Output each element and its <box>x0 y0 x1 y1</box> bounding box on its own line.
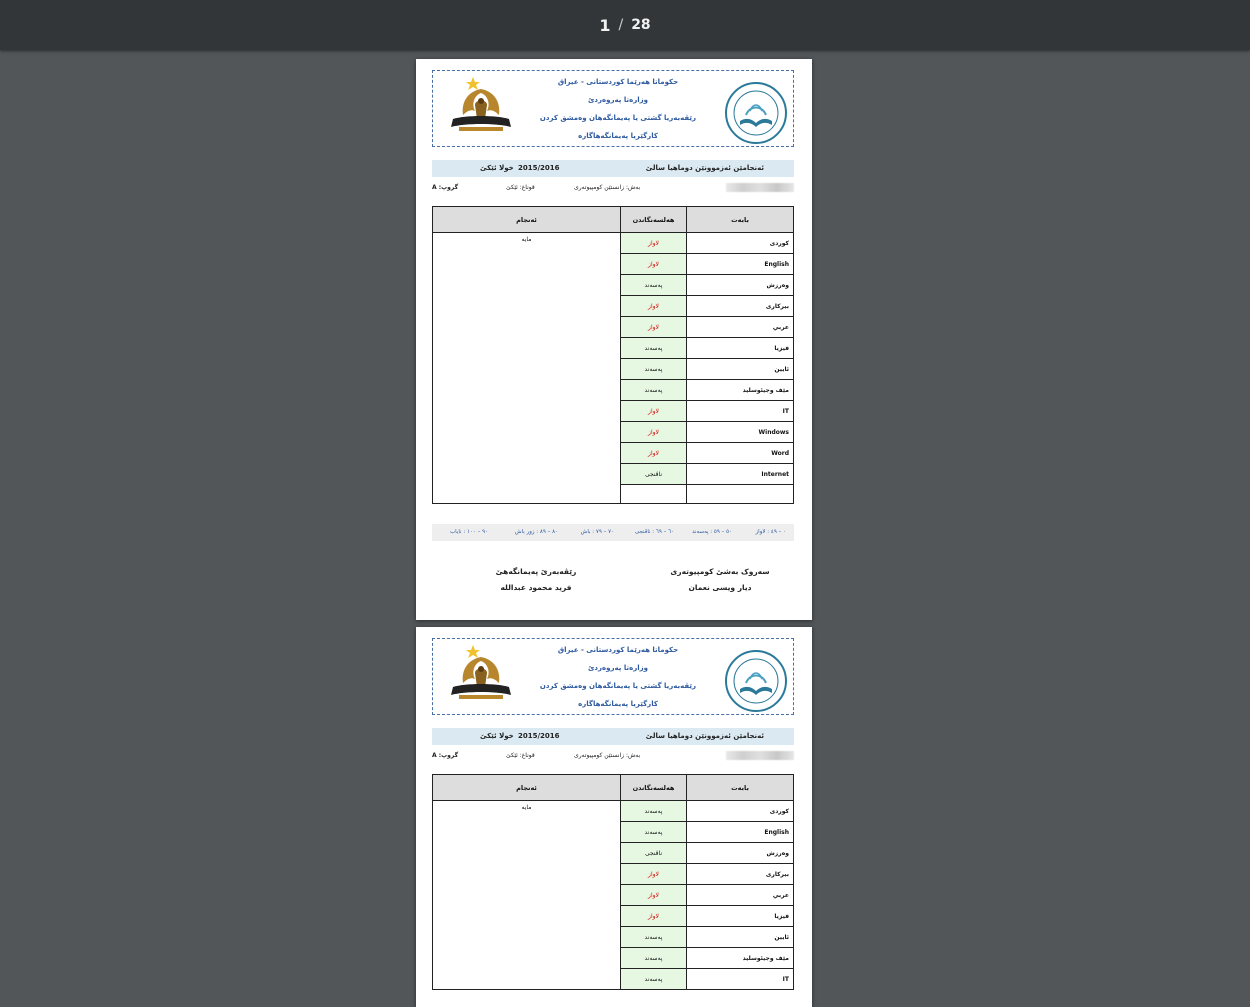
subject-cell: مێف وجیئوسلید <box>687 380 794 401</box>
signature-title: سەروک بەشێ کومپیوتەری <box>670 567 770 576</box>
letterhead-text <box>513 641 723 713</box>
subject-cell: IT <box>687 401 794 422</box>
result-cell: مایە <box>433 801 621 990</box>
grade-cell: پەسەند <box>621 927 687 948</box>
subject-cell: English <box>687 254 794 275</box>
academic-year: 2015/2016 <box>518 164 560 172</box>
letterhead <box>432 638 794 715</box>
subject-cell: کوردی <box>687 233 794 254</box>
table-header-row <box>433 207 794 233</box>
legend-item: ٨٠ – ٨٩ : زور باش <box>514 529 558 535</box>
subject-cell: Windows <box>687 422 794 443</box>
legend-item: ٩٠ – ١٠٠ : نایاب <box>450 529 488 535</box>
report-title-bar <box>432 160 794 177</box>
signature-left <box>476 564 596 596</box>
grade-cell: لاواز <box>621 317 687 338</box>
grade-cell: لاواز <box>621 422 687 443</box>
signature-right <box>660 564 780 596</box>
grade-cell: لاواز <box>621 443 687 464</box>
table-row <box>433 801 794 822</box>
grade-cell: ناڤنجی <box>621 464 687 485</box>
grade-cell: پەسەند <box>621 275 687 296</box>
subject-cell: ئایین <box>687 359 794 380</box>
grade-cell: ناڤنجی <box>621 843 687 864</box>
grade-cell: لاواز <box>621 885 687 906</box>
grade-cell: پەسەند <box>621 948 687 969</box>
student-name-redacted <box>726 183 794 192</box>
grade-cell: لاواز <box>621 233 687 254</box>
grade-cell: پەسەند <box>621 822 687 843</box>
letterhead-text <box>513 73 723 145</box>
directorate-name: رێڤەبەریا گشتی یا پەیمانگەهان وەمشق کردن <box>539 682 697 690</box>
subject-cell: مێف وجیئوسلید <box>687 948 794 969</box>
subject-cell: بیرکاری <box>687 296 794 317</box>
letterhead <box>432 70 794 147</box>
grade-cell: پەسەند <box>621 969 687 990</box>
kurdistan-emblem-icon <box>445 643 517 711</box>
institute-name: کارگێریا پەیمانگەهاگارە <box>578 132 658 140</box>
table-header-row <box>433 775 794 801</box>
subject-header: بابەت <box>687 775 794 801</box>
pdf-toolbar <box>0 0 1250 50</box>
result-header: ئەنجام <box>433 775 621 801</box>
student-info <box>432 751 794 763</box>
subject-header: بابەت <box>687 207 794 233</box>
page-separator: / <box>618 17 624 33</box>
govt-name: حکوماتا هەرێما کوردستانی - عیراق <box>557 646 679 654</box>
ministry-name: وزارەتا پەروەردێ <box>587 96 649 104</box>
subject-cell: فیزیا <box>687 338 794 359</box>
department: بەش: زانستێن کومپیوتەری <box>574 752 641 759</box>
ministry-name: وزارەتا پەروەردێ <box>587 664 649 672</box>
govt-name: حکوماتا هەرێما کوردستانی - عیراق <box>557 78 679 86</box>
kurdistan-emblem-icon <box>445 75 517 143</box>
subject-cell: ئایین <box>687 927 794 948</box>
grade-cell: لاواز <box>621 296 687 317</box>
institute-seal-icon <box>724 81 788 145</box>
directorate-name: رێڤەبەریا گشتی یا پەیمانگەهان وەمشق کردن <box>539 114 697 122</box>
legend-item: ٥٠ – ٥٩ : پەسەند <box>692 529 732 535</box>
student-name-redacted <box>726 751 794 760</box>
pdf-page-1 <box>416 59 812 620</box>
grade-cell: پەسەند <box>621 801 687 822</box>
subject-cell: عربي <box>687 885 794 906</box>
stage: قوناغ: ئێکێ <box>506 184 535 191</box>
report-title: ئەنجامێن ئەزموونێن دوماهیا سالێ <box>645 732 764 740</box>
group: گروپ: A <box>432 184 459 191</box>
institute-seal-icon <box>724 649 788 713</box>
current-page-number[interactable]: 1 <box>599 15 611 35</box>
subject-cell: Word <box>687 443 794 464</box>
table-row <box>433 233 794 254</box>
legend-item: ٧٠ – ٧٩ : باش <box>580 529 614 535</box>
pdf-page-2 <box>416 627 812 1007</box>
stage: قوناغ: ئێکێ <box>506 752 535 759</box>
grading-legend <box>432 524 794 541</box>
signature-name: فرید محمود عبدالله <box>500 583 572 592</box>
signature-name: دیار ویسی نعمان <box>688 583 752 592</box>
subject-cell: English <box>687 822 794 843</box>
grade-cell: پەسەند <box>621 359 687 380</box>
grade-cell: لاواز <box>621 906 687 927</box>
grade-cell: پەسەند <box>621 338 687 359</box>
subject-cell: بیرکاری <box>687 864 794 885</box>
subject-cell: کوردی <box>687 801 794 822</box>
subject-cell: عربي <box>687 317 794 338</box>
academic-year: 2015/2016 <box>518 732 560 740</box>
grade-cell: لاواز <box>621 401 687 422</box>
subject-cell: وەرزش <box>687 843 794 864</box>
grades-table <box>432 774 794 990</box>
subject-cell: IT <box>687 969 794 990</box>
grade-header: هەلسەنگاندن <box>621 775 687 801</box>
grade-header: هەلسەنگاندن <box>621 207 687 233</box>
subject-cell: وەرزش <box>687 275 794 296</box>
report-title-bar <box>432 728 794 745</box>
subject-cell: Internet <box>687 464 794 485</box>
grade-cell: لاواز <box>621 864 687 885</box>
result-cell: مایە <box>433 233 621 504</box>
subject-cell: فیزیا <box>687 906 794 927</box>
total-pages: 28 <box>631 17 651 33</box>
semester: خولا ئێکێ <box>480 164 514 172</box>
legend-item: ٦٠ – ٦٩ : ناڤنجی <box>634 529 674 535</box>
student-info <box>432 183 794 195</box>
legend-item: ٠ – ٤٩ : لاواز <box>755 529 786 535</box>
report-title: ئەنجامێن ئەزموونێن دوماهیا سالێ <box>645 164 764 172</box>
semester: خولا ئێکێ <box>480 732 514 740</box>
grades-table <box>432 206 794 504</box>
group: گروپ: A <box>432 752 459 759</box>
grade-cell: لاواز <box>621 254 687 275</box>
grade-cell: پەسەند <box>621 380 687 401</box>
department: بەش: زانستێن کومپیوتەری <box>574 184 641 191</box>
result-header: ئەنجام <box>433 207 621 233</box>
institute-name: کارگێریا پەیمانگەهاگارە <box>578 700 658 708</box>
signature-title: رێڤەبەرێ پەیمانگەهێ <box>495 567 577 576</box>
